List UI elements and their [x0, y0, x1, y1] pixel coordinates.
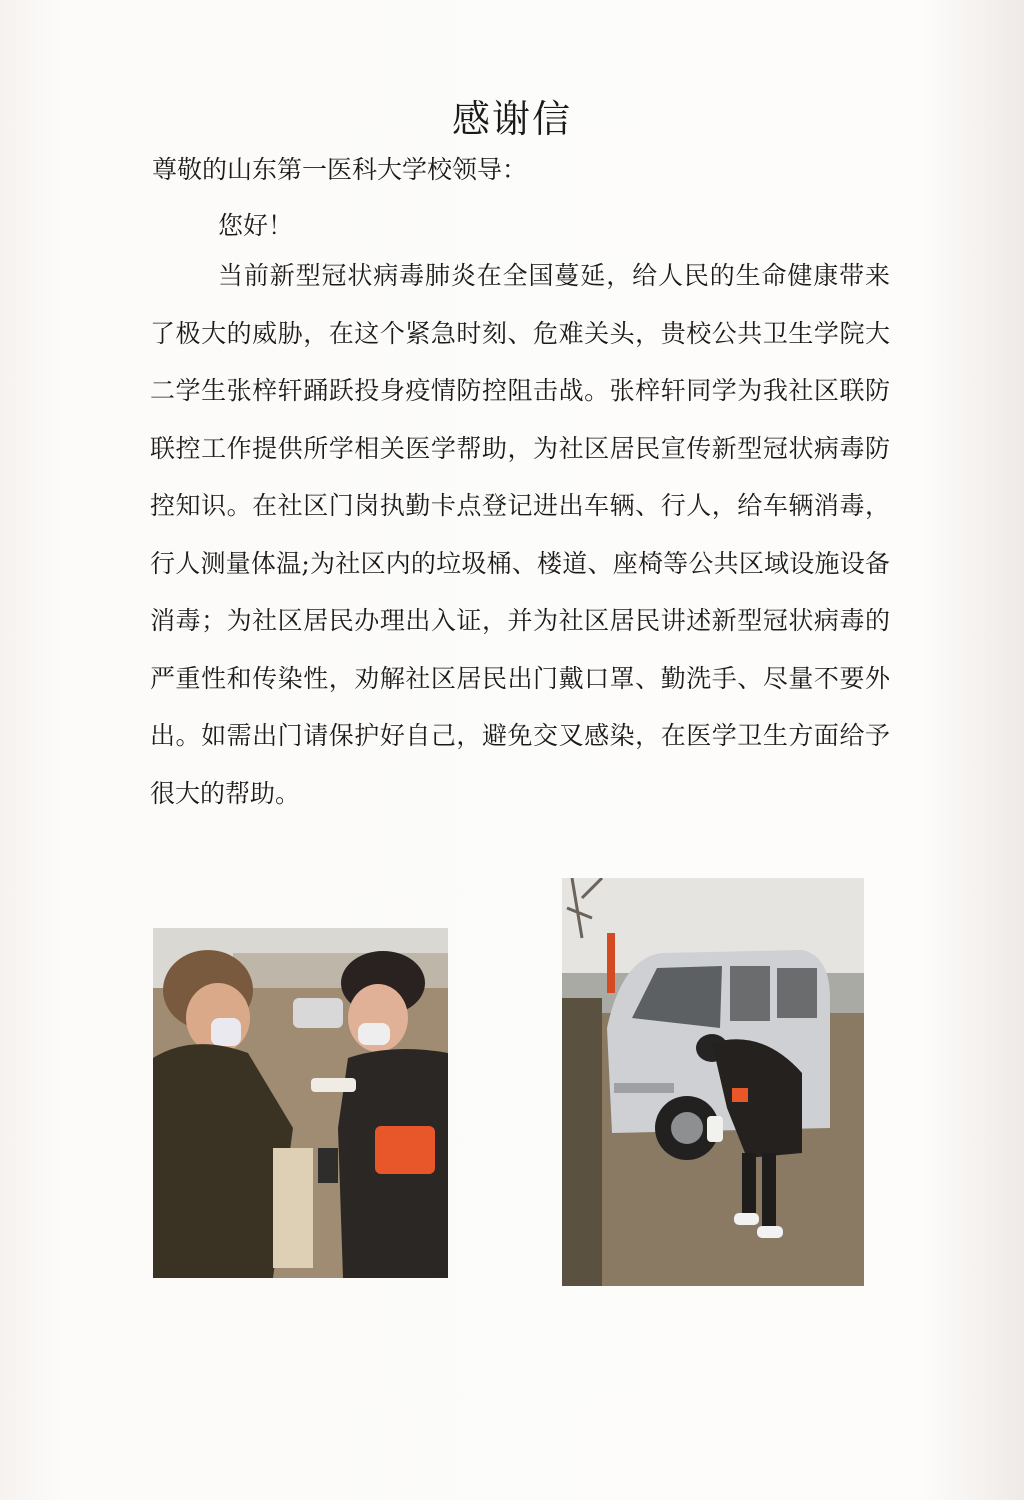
letter-salutation: 尊敬的山东第一医科大学校领导： — [152, 155, 528, 184]
letter-title: 感谢信 — [451, 97, 572, 141]
vehicle-disinfection-photo — [562, 878, 864, 1286]
letter-greeting: 您好！ — [218, 211, 294, 240]
letter-body: 当前新型冠状病毒肺炎在全国蔓延，给人民的生命健康带来了极大的威胁，在这个紧急时刻、危难关头，贵校公共卫生学院大二学生张梓轩踊跃投身疫情防控阻击战。张梓轩同学为我社区联防联控工作提供所学相关医学帮助，为社区居民宣传新型冠状病毒防控知识。在社区门岗执勤卡点登记进出车辆、行人，给车辆消毒，行人测量体温;为社区内的垃圾桶、楼道、座椅等公共区域设施设备消毒；为社区居民办理出入证，并为社区居民讲述新型冠状病毒的严重性和传染性，劝解社区居民出门戴口罩、勤洗手、尽量不要外出。如需出门请保护好自己，避免交叉感染，在医学卫生方面给予很大的帮助。 — [150, 261, 890, 808]
temperature-check-photo — [153, 928, 448, 1278]
